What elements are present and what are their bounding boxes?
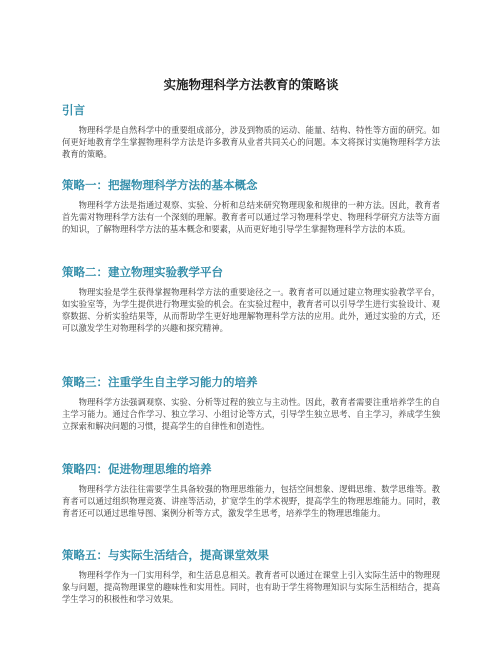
section-introduction — [62, 102, 440, 160]
section-paragraph: 物理科学方法强调观察、实验、分析等过程的独立与主动性。因此，教育者需要注重培养学生的自主学习能力。通过合作学习、独立学习、小组讨论等方式，引导学生独立思考、自主学习，养成学生独立探索和解决问题的习惯，提高学生的自律性和创造性。 — [62, 397, 440, 431]
document-title: 实施物理科学方法教育的策略谈 — [163, 77, 339, 92]
section-heading: 策略三：注重学生自主学习能力的培养 — [62, 375, 258, 389]
section-strategy-4 — [62, 461, 440, 519]
section-paragraph: 物理科学方法往往需要学生具备较强的物理思维能力，包括空间想象、逻辑思维、数学思维等。教育者可以通过组织物理竞赛、讲座等活动，扩宽学生的学术视野，提高学生的物理思维能力。同时，教育者还可以通过思维导图、案例分析等方式，激发学生思考，培养学生的物理思维能力。 — [62, 484, 440, 518]
section-heading: 引言 — [62, 103, 85, 117]
section-heading: 策略五：与实际生活结合，提高课堂效果 — [62, 548, 269, 562]
section-paragraph: 物理科学方法是指通过观察、实验、分析和总结来研究物理现象和规律的一种方法。因此，教育者首先需对物理科学方法有一个深刻的理解。教育者可以通过学习物理科学史、物理科学研究方法等方面的知识，了解物理科学方法的基本概念和要素，从而更好地引导学生掌握物理科学方法的本质。 — [62, 200, 440, 234]
section-heading: 策略二：建立物理实验教学平台 — [62, 265, 223, 279]
section-paragraph: 物理实验是学生获得掌握物理科学方法的重要途径之一。教育者可以通过建立物理实验教学平台，如实验室等，为学生提供进行物理实验的机会。在实验过程中，教育者可以引导学生进行实验设计、观察数据、分析实验结果等，从而帮助学生更好地理解物理科学方法的应用。此外，通过实验的方式，还可以激发学生对物理科学的兴趣和探究精神。 — [62, 287, 440, 333]
section-strategy-2 — [62, 264, 440, 334]
section-strategy-3 — [62, 374, 440, 432]
section-paragraph: 物理科学是自然科学中的重要组成部分，涉及到物质的运动、能量、结构、特性等方面的研究。如何更好地教育学生掌握物理科学方法是许多教育从业者共同关心的问题。本文将探讨实施物理科学方法教育的策略。 — [62, 125, 440, 159]
section-strategy-5 — [62, 547, 440, 605]
section-heading: 策略一：把握物理科学方法的基本概念 — [62, 178, 258, 192]
section-paragraph: 物理科学作为一门实用科学，和生活息息相关。教育者可以通过在课堂上引入实际生活中的物理现象与问题，提高物理课堂的趣味性和实用性。同时，也有助于学生将物理知识与实际生活相结合，提高学生学习的积极性和学习效果。 — [62, 570, 440, 604]
section-heading: 策略四：促进物理思维的培养 — [62, 462, 212, 476]
section-strategy-1 — [62, 177, 440, 235]
